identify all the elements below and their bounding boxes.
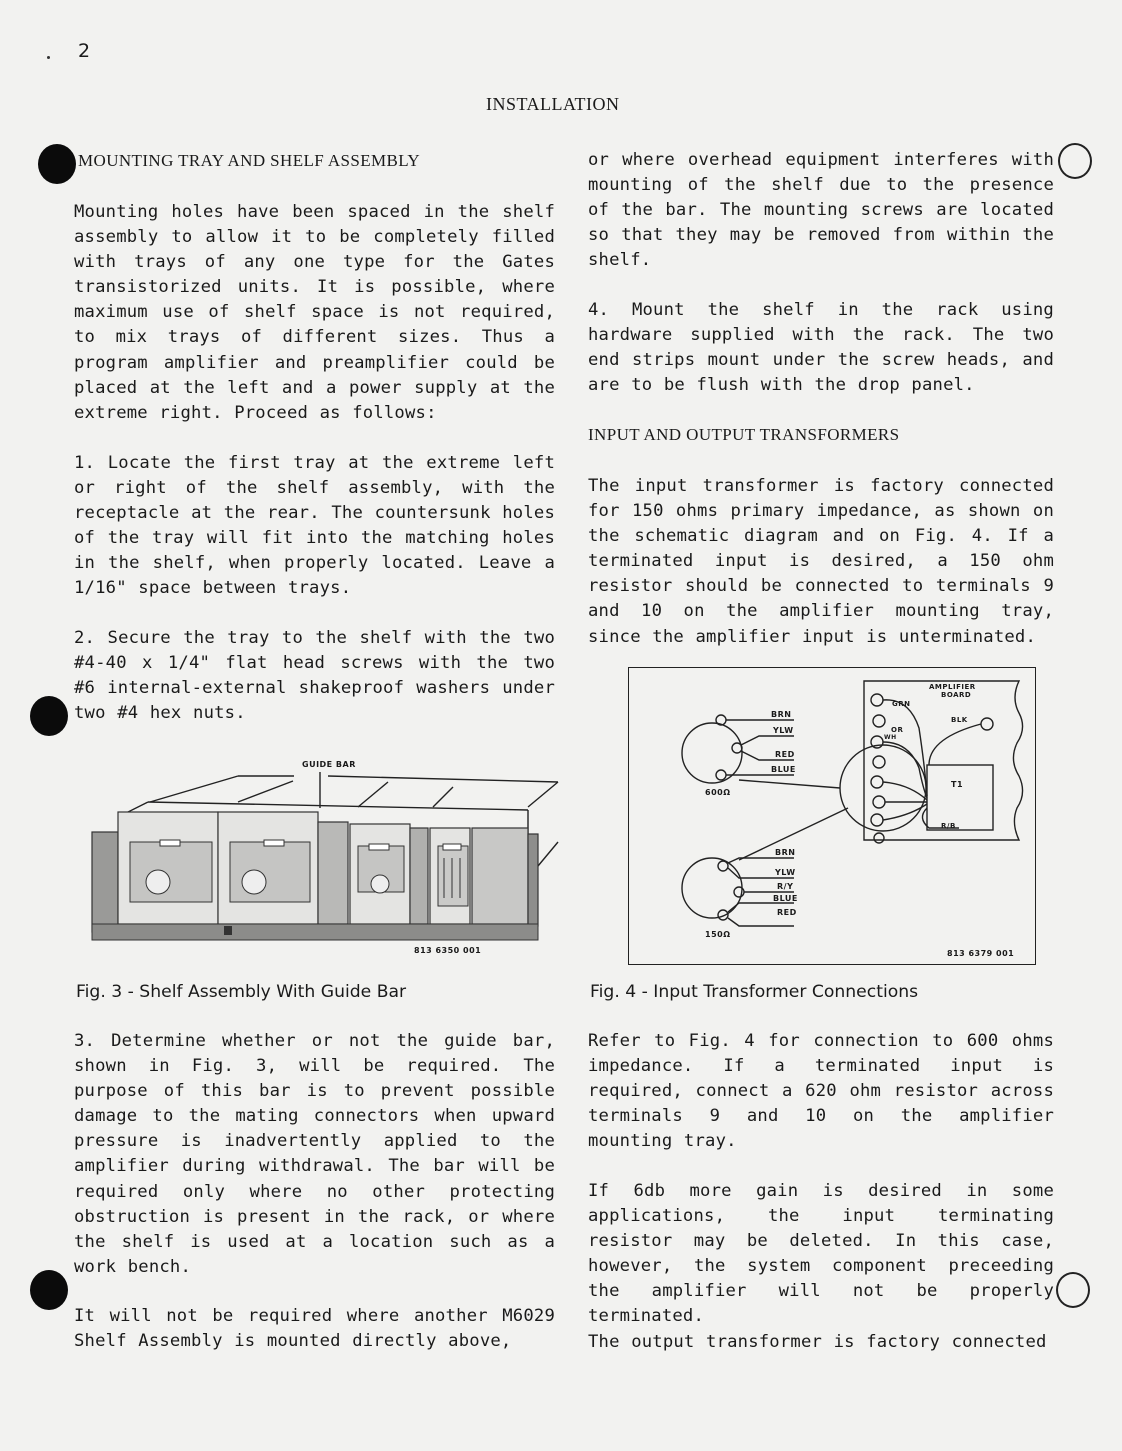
wire-600-label: YLW (773, 726, 794, 735)
figure-4-wiring-diagram (628, 667, 1036, 965)
paragraph-input-transformer: The input transformer is factory connected for 150 ohms primary impedance, as shown on the schematic diagram and on Fig. 4. If a terminated input is desired, a 150 ohm resistor should be connected to terminals 9 and 10 on the amplifier mounting tray, since the amplifier input is unterminated. (588, 476, 1054, 647)
heading-transformers: INPUT AND OUTPUT TRANSFORMERS (588, 425, 900, 444)
wire-600-label: RED (775, 750, 795, 759)
wire-150-label: RED (777, 908, 797, 917)
transformer-t1-box (927, 765, 993, 830)
board-wire-label: OR (891, 726, 904, 734)
wire-150-label: YLW (775, 868, 796, 877)
board-label-line-1: AMPLIFIER (929, 683, 976, 691)
wire-600-label: BRN (771, 710, 792, 719)
punch-hole-outline (1056, 1272, 1090, 1308)
transformer-label: T1 (951, 780, 964, 789)
board-wire-label: BLK (951, 716, 968, 724)
amplifier-board-outline (864, 681, 1023, 840)
guide-bar-label: GUIDE BAR (302, 760, 356, 769)
plug-150-outline (682, 858, 742, 918)
board-label-line-2: BOARD (941, 691, 972, 699)
paragraph-intro: Mounting holes have been spaced in the shelf assembly to allow it to be completely filled with trays of any one type for the Gates transistorized units. It is possible, where maximum use of shelf space is not required, to mix trays of different sizes. Thus a program amplifier and preamplifier could be placed at the left and a power supply at the extreme right. Proceed as follows: (74, 202, 555, 423)
wire-600-label: BLUE (771, 765, 796, 774)
wiring-diagram-svg (629, 668, 1035, 964)
paragraph-step-3: 3. Determine whether or not the guide bar, shown in Fig. 3, will be required. The purpose of this bar is to prevent possible damage to the mating connectors when upward pressure is inadvertently applied to the amplifier during withdrawal. The bar will be required only where no other protecting obstruction is present in the rack, or where the shelf is used at a location such as a work bench. (74, 1031, 555, 1277)
board-wire-label: GRN (892, 700, 911, 708)
section-title: INSTALLATION (486, 94, 620, 114)
paragraph-step-1: 1. Locate the first tray at the extreme left or right of the shelf assembly, with the receptacle at the rear. The countersunk holes of the tray will fit into the matching holes in the shelf, when properly located. Leave a 1/16" space between trays. (74, 453, 555, 599)
board-wire-label: WH (884, 734, 897, 741)
plug-600-label: 600Ω (705, 788, 731, 797)
figure-3-shelf-assembly (88, 752, 568, 962)
punch-hole-outline (1058, 143, 1092, 179)
punch-hole-mark (30, 1270, 68, 1310)
shelf-illustration (88, 752, 568, 962)
punch-hole-mark (38, 144, 76, 184)
paragraph-step-3-continued-2: or where overhead equipment interferes with mounting of the shelf due to the presence of the bar. The mounting screws are located so that they may be removed from within the shelf. (588, 150, 1054, 271)
figure-4-caption: Fig. 4 - Input Transformer Connections (590, 982, 919, 1002)
board-wire-label: R/B (941, 822, 956, 830)
paragraph-600-ohm: Refer to Fig. 4 for connection to 600 ohms impedance. If a terminated input is required, connect a 620 ohm resistor across terminals 9 and 10 on the amplifier mounting tray. (588, 1031, 1054, 1152)
figure-3-part-number: 813 6350 001 (414, 946, 482, 955)
page-number: 2 (78, 40, 91, 62)
paragraph-output-transformer: The output transformer is factory connected (588, 1332, 1047, 1352)
figure-4-part-number: 813 6379 001 (947, 949, 1015, 958)
heading-mounting-tray: MOUNTING TRAY AND SHELF ASSEMBLY (78, 151, 421, 170)
wire-150-label: BRN (775, 848, 796, 857)
paragraph-step-3-continued: It will not be required where another M6029 Shelf Assembly is mounted directly above, (74, 1306, 555, 1352)
plug-600-outline (682, 723, 742, 783)
paragraph-step-4: 4. Mount the shelf in the rack using hardware supplied with the rack. The two end strips mount under the screw heads, and are to be flush with the drop panel. (588, 300, 1054, 396)
plug-150-label: 150Ω (705, 930, 731, 939)
punch-hole-mark (30, 696, 68, 736)
paragraph-step-2: 2. Secure the tray to the shelf with the two #4-40 x 1/4" flat head screws with the two #6 internal-external shakeproof washers under two #4 hex nuts. (74, 628, 555, 724)
paragraph-6db-gain: If 6db more gain is desired in some applications, the input terminating resistor may be deleted. In this case, however, the system component preceeding the amplifier will not be properly terminated. (588, 1181, 1054, 1327)
figure-3-caption: Fig. 3 - Shelf Assembly With Guide Bar (76, 982, 407, 1002)
scan-speck (47, 56, 50, 59)
wire-150-label: R/Y (777, 882, 794, 891)
wire-150-label: BLUE (773, 894, 798, 903)
